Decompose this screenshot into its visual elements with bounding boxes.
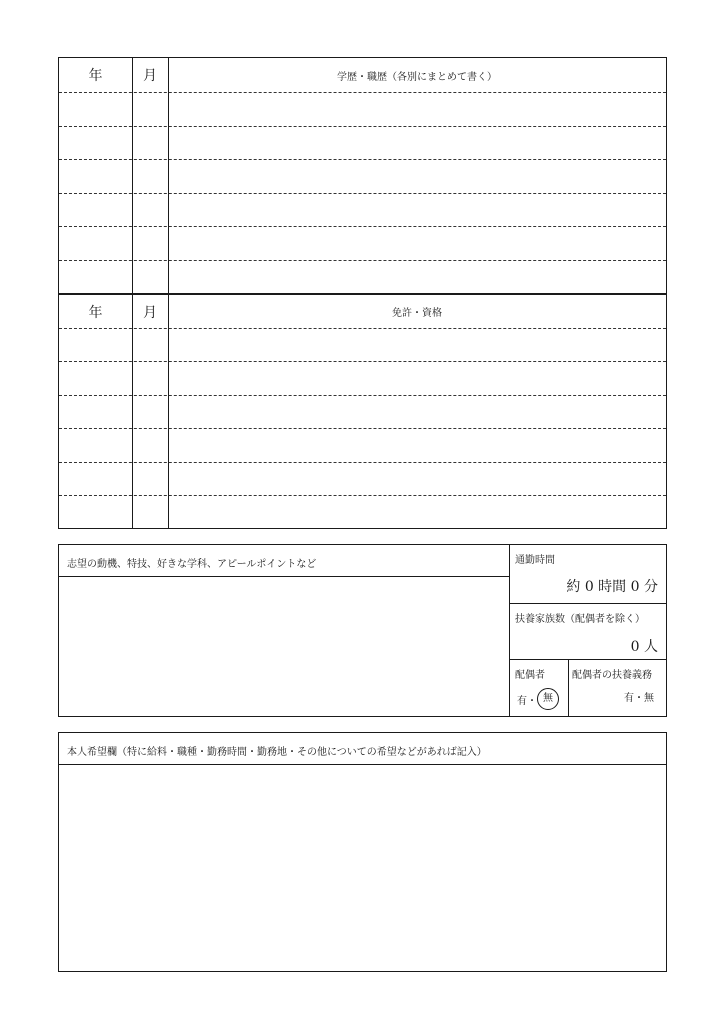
- wishes-label: 本人希望欄（特に給料・職種・勤務時間・勤務地・その他についての希望などがあれば記入）: [67, 747, 487, 758]
- license-row-line: [59, 395, 666, 396]
- spouse-support-label: 配偶者の扶養義務: [572, 670, 652, 681]
- motivation-field[interactable]: [59, 577, 509, 716]
- education-row-line: [59, 126, 666, 127]
- license-row-line: [59, 428, 666, 429]
- license-row-line: [59, 462, 666, 463]
- spouse-has-option[interactable]: 有: [517, 695, 527, 707]
- license-row-line: [59, 495, 666, 496]
- spouse-support-value[interactable]: 有・無: [624, 693, 654, 704]
- education-row-line: [59, 226, 666, 227]
- spouse-label: 配偶者: [515, 670, 545, 681]
- wishes-section: [58, 732, 667, 972]
- education-row-line: [59, 92, 666, 93]
- spouse-separator: ・: [527, 695, 537, 707]
- spouse-options[interactable]: [517, 688, 559, 710]
- wishes-field[interactable]: [59, 765, 666, 971]
- education-row-line: [59, 159, 666, 160]
- motivation-section: [58, 544, 667, 717]
- commute-divider: [509, 603, 666, 604]
- license-row-line: [59, 361, 666, 362]
- history-table: [58, 57, 667, 529]
- motivation-label: 志望の動機、特技、好きな学科、アピールポイントなど: [67, 559, 317, 570]
- education-row-line: [59, 260, 666, 261]
- motivation-right-divider: [509, 545, 510, 716]
- license-month-header: 月: [143, 304, 157, 321]
- license-header: 免許・資格: [392, 308, 442, 319]
- spouse-none-option-circled[interactable]: 無: [537, 688, 559, 710]
- spouse-divider: [568, 659, 569, 716]
- dependents-label: 扶養家族数（配偶者を除く）: [515, 614, 645, 625]
- commute-label: 通勤時間: [515, 555, 555, 566]
- license-year-header: 年: [88, 304, 103, 321]
- license-row-line: [59, 328, 666, 329]
- education-history-header: 学歴・職歴（各別にまとめて書く）: [337, 71, 497, 83]
- education-year-header: 年: [88, 68, 103, 84]
- commute-value[interactable]: 約 0 時間 0 分: [566, 579, 658, 595]
- dependents-divider: [509, 659, 666, 660]
- education-month-header: 月: [143, 68, 157, 84]
- dependents-value[interactable]: 0 人: [630, 639, 658, 655]
- education-row-line: [59, 193, 666, 194]
